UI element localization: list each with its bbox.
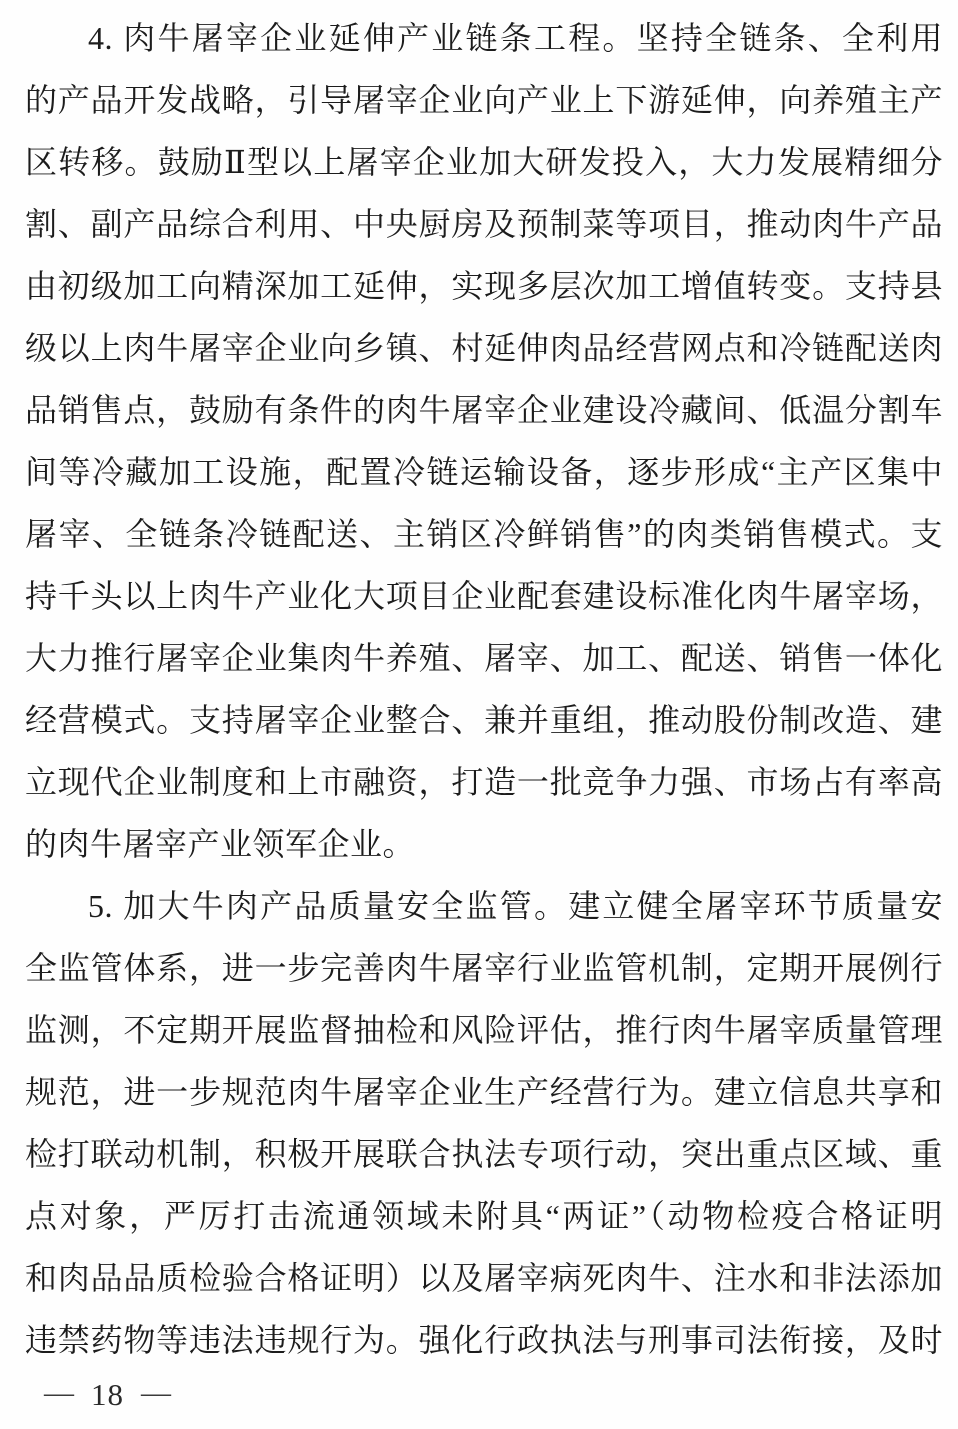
text-line: 品销售点，鼓励有条件的肉牛屠宰企业建设冷藏间、低温分割车 [25, 392, 943, 428]
page-number: 18 [91, 1377, 124, 1412]
text-line: 监测，不定期开展监督抽检和风险评估，推行肉牛屠宰质量管理 [25, 1012, 943, 1048]
text-line: 由初级加工向精深加工延伸，实现多层次加工增值转变。支持县 [25, 268, 943, 304]
footer-dash-left: — [44, 1376, 74, 1409]
text-line: 大力推行屠宰企业集肉牛养殖、屠宰、加工、配送、销售一体化 [25, 640, 943, 676]
text-line: 区转移。鼓励Ⅱ型以上屠宰企业加大研发投入，大力发展精细分 [25, 144, 943, 180]
text-line: 检打联动机制，积极开展联合执法专项行动，突出重点区域、重 [25, 1136, 943, 1172]
document-body [25, 7, 943, 1371]
text-line: 经营模式。支持屠宰企业整合、兼并重组，推动股份制改造、建 [25, 702, 943, 738]
text-line: 4. 肉牛屠宰企业延伸产业链条工程。坚持全链条、全利用 [88, 20, 943, 56]
text-line: 立现代企业制度和上市融资，打造一批竞争力强、市场占有率高 [25, 764, 943, 800]
text-line: 的肉牛屠宰产业领军企业。 [25, 826, 416, 862]
text-line: 间等冷藏加工设施，配置冷链运输设备，逐步形成“主产区集中 [25, 454, 943, 490]
text-line: 违禁药物等违法违规行为。强化行政执法与刑事司法衔接，及时 [25, 1322, 943, 1358]
text-line: 屠宰、全链条冷链配送、主销区冷鲜销售”的肉类销售模式。支 [25, 516, 943, 552]
page-footer [44, 1377, 171, 1413]
footer-dash-right: — [141, 1376, 171, 1409]
text-line: 级以上肉牛屠宰企业向乡镇、村延伸肉品经营网点和冷链配送肉 [25, 330, 943, 366]
text-line: 规范，进一步规范肉牛屠宰企业生产经营行为。建立信息共享和 [25, 1074, 943, 1110]
text-line: 的产品开发战略，引导屠宰企业向产业上下游延伸，向养殖主产 [25, 82, 943, 118]
text-line: 和肉品品质检验合格证明）以及屠宰病死肉牛、注水和非法添加 [25, 1260, 943, 1296]
text-line: 割、副产品综合利用、中央厨房及预制菜等项目，推动肉牛产品 [25, 206, 943, 242]
text-line: 全监管体系，进一步完善肉牛屠宰行业监管机制，定期开展例行 [25, 950, 943, 986]
text-line: 持千头以上肉牛产业化大项目企业配套建设标准化肉牛屠宰场， [25, 578, 943, 614]
text-line: 点对象，严厉打击流通领域未附具“两证”（动物检疫合格证明 [25, 1198, 943, 1234]
text-line: 5. 加大牛肉产品质量安全监管。建立健全屠宰环节质量安 [88, 888, 943, 924]
